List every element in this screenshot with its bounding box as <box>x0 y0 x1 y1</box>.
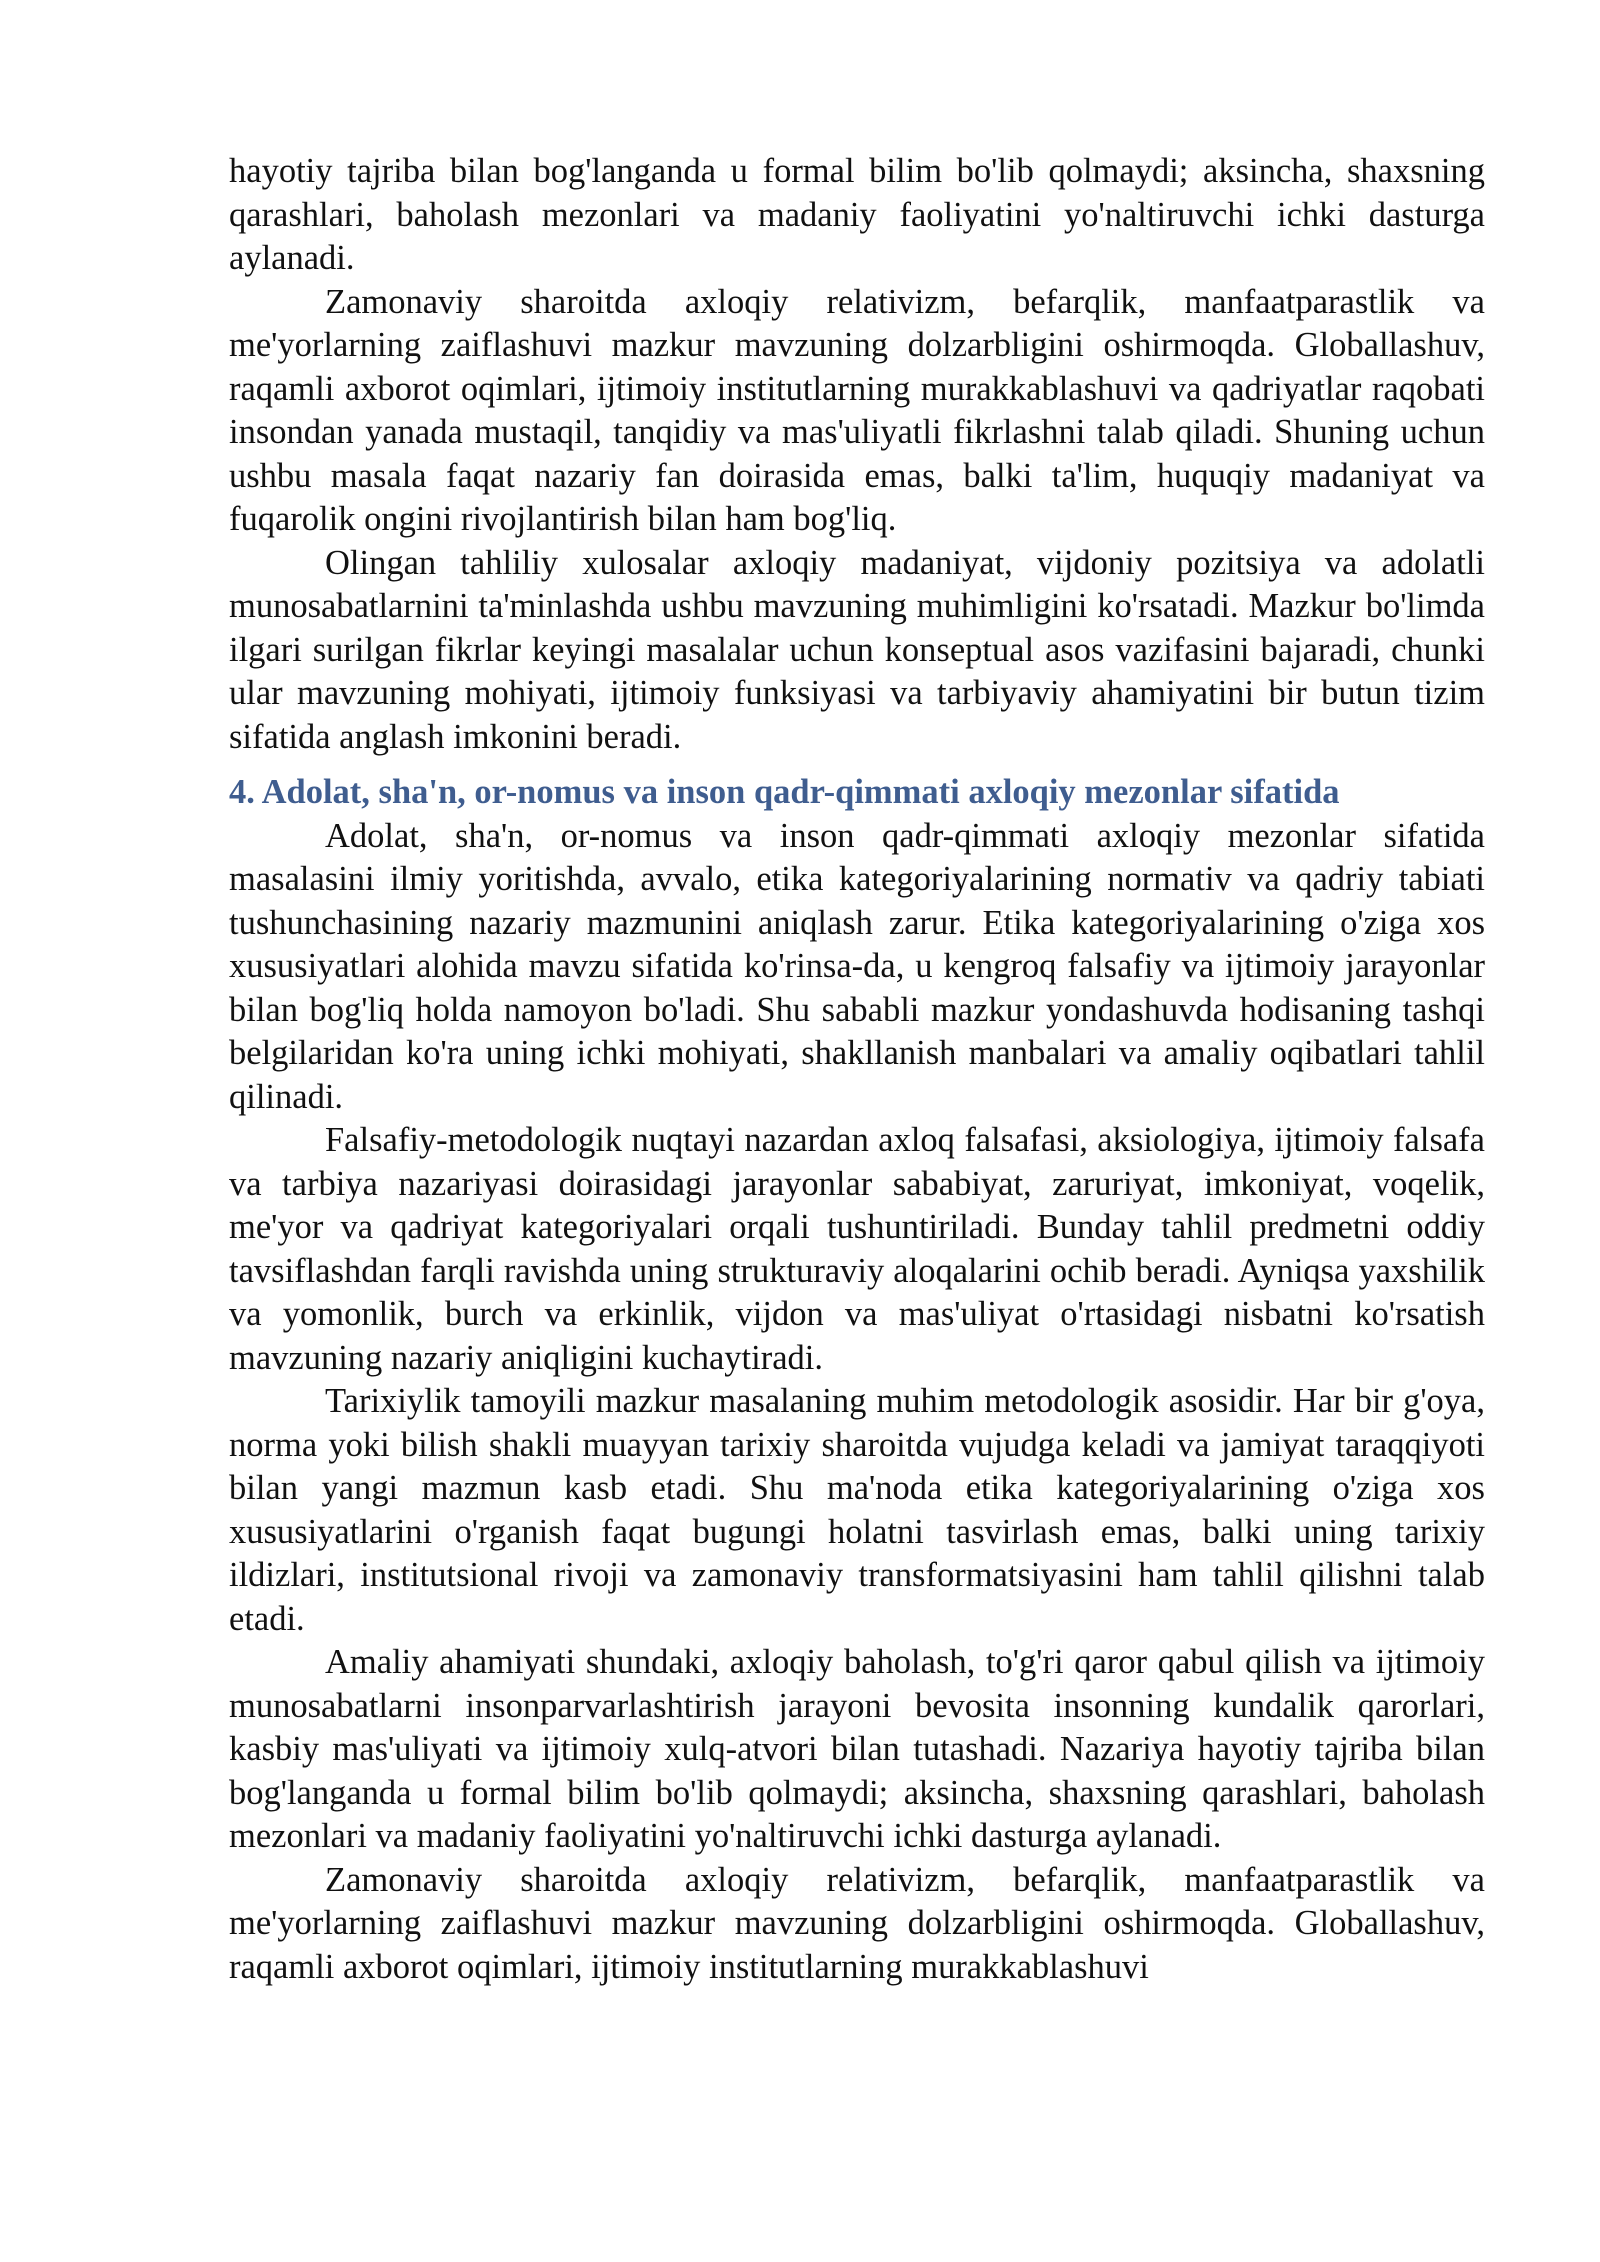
paragraph-continued: hayotiy tajriba bilan bog'langanda u formal bilim bo'lib qolmaydi; aksincha, shaxsning qarashlari, baholash mezonlari va madaniy faoliyatini yo'naltiruvchi ichki dasturga aylanadi. <box>229 152 1485 277</box>
paragraph-modern-relevance-repeat: Zamonaviy sharoitda axloqiy relativizm, befarqlik, manfaatparastlik va me'yorlarning zaiflashuvi mazkur mavzuning dolzarbligini oshirmoqda. Globallashuv, raqamli axborot oqimlari, ijtimoiy institutlarning murakkablashuvi <box>229 1860 1485 1986</box>
paragraph-practical: Amaliy ahamiyati shundaki, axloqiy baholash, to'g'ri qaror qabul qilish va ijtimoiy munosabatlarni insonparvarlashtirish jarayoni bevosita insonning kundalik qarorlari, kasbiy mas'uliyati va ijtimoiy xulq-atvori bilan tutashadi. Nazariya hayotiy tajriba bilan bog'langanda u formal bilim bo'lib qolmaydi; aksincha, shaxsning qarashlari, baholash mezonlari va madaniy faoliyatini yo'naltiruvchi ichki dasturga aylanadi. <box>229 1643 1485 1855</box>
section-heading: 4. Adolat, sha'n, or-nomus va inson qadr-qimmati axloqiy mezonlar sifatida <box>229 773 1340 811</box>
paragraph-methodology: Falsafiy-metodologik nuqtayi nazardan axloq falsafasi, aksiologiya, ijtimoiy falsafa va tarbiya nazariyasi doirasidagi jarayonlar sababiyat, zaruriyat, imkoniyat, voqelik, me'yor va qadriyat kategoriyalari orqali tushuntiriladi. Bunday tahlil predmetni oddiy tavsiflashdan farqli ravishda uning strukturaviy aloqalarini ochib beradi. Ayniqsa yaxshilik va yomonlik, burch va erkinlik, vijdon va mas'uliyat o'rtasidagi nisbatni ko'rsatish mavzuning nazariy aniqligini kuchaytiradi. <box>229 1121 1485 1377</box>
paragraph-conclusions: Olingan tahliliy xulosalar axloqiy madaniyat, vijdoniy pozitsiya va adolatli munosabatlarnini ta'minlashda ushbu mavzuning muhimligini ko'rsatadi. Mazkur bo'limda ilgari surilgan fikrlar keyingi masalalar uchun konseptual asos vazifasini bajaradi, chunki ular mavzuning mohiyati, ijtimoiy funksiyasi va tarbiyaviy ahamiyatini bir butun tizim sifatida anglash imkonini beradi. <box>229 543 1485 756</box>
document-page <box>229 150 1485 1989</box>
paragraph-historicism: Tarixiylik tamoyili mazkur masalaning muhim metodologik asosidir. Har bir g'oya, norma yoki bilish shakli muayyan tarixiy sharoitda vujudga keladi va jamiyat taraqqiyoti bilan yangi mazmun kasb etadi. Shu ma'noda etika kategoriyalarining o'ziga xos xususiyatlarini o'rganish faqat bugungi holatni tasvirlash emas, balki uning tarixiy ildizlari, institutsional rivoji va zamonaviy transformatsiyasini ham tahlil qilishni talab etadi. <box>229 1382 1485 1638</box>
paragraph-modern-relevance: Zamonaviy sharoitda axloqiy relativizm, befarqlik, manfaatparastlik va me'yorlarning zaiflashuvi mazkur mavzuning dolzarbligini oshirmoqda. Globallashuv, raqamli axborot oqimlari, ijtimoiy institutlarning murakkablashuvi va qadriyatlar raqobati insondan yanada mustaqil, tanqidiy va mas'uliyatli fikrlashni talab qiladi. Shuning uchun ushbu masala faqat nazariy fan doirasida emas, balki ta'lim, huquqiy madaniyat va fuqarolik ongini rivojlantirish bilan ham bog'liq. <box>229 282 1485 538</box>
paragraph-intro: Adolat, sha'n, or-nomus va inson qadr-qimmati axloqiy mezonlar sifatida masalasini ilmiy yoritishda, avvalo, etika kategoriyalarining normativ va qadriy tabiati tushunchasining nazariy mazmunini aniqlash zarur. Etika kategoriyalarining o'ziga xos xususiyatlari alohida mavzu sifatida ko'rinsa-da, u kengroq falsafiy va ijtimoiy jarayonlar bilan bog'liq holda namoyon bo'ladi. Shu sababli mazkur yondashuvda hodisaning tashqi belgilaridan ko'ra uning ichki mohiyati, shakllanish manbalari va amaliy oqibatlari tahlil qilinadi. <box>229 816 1485 1116</box>
